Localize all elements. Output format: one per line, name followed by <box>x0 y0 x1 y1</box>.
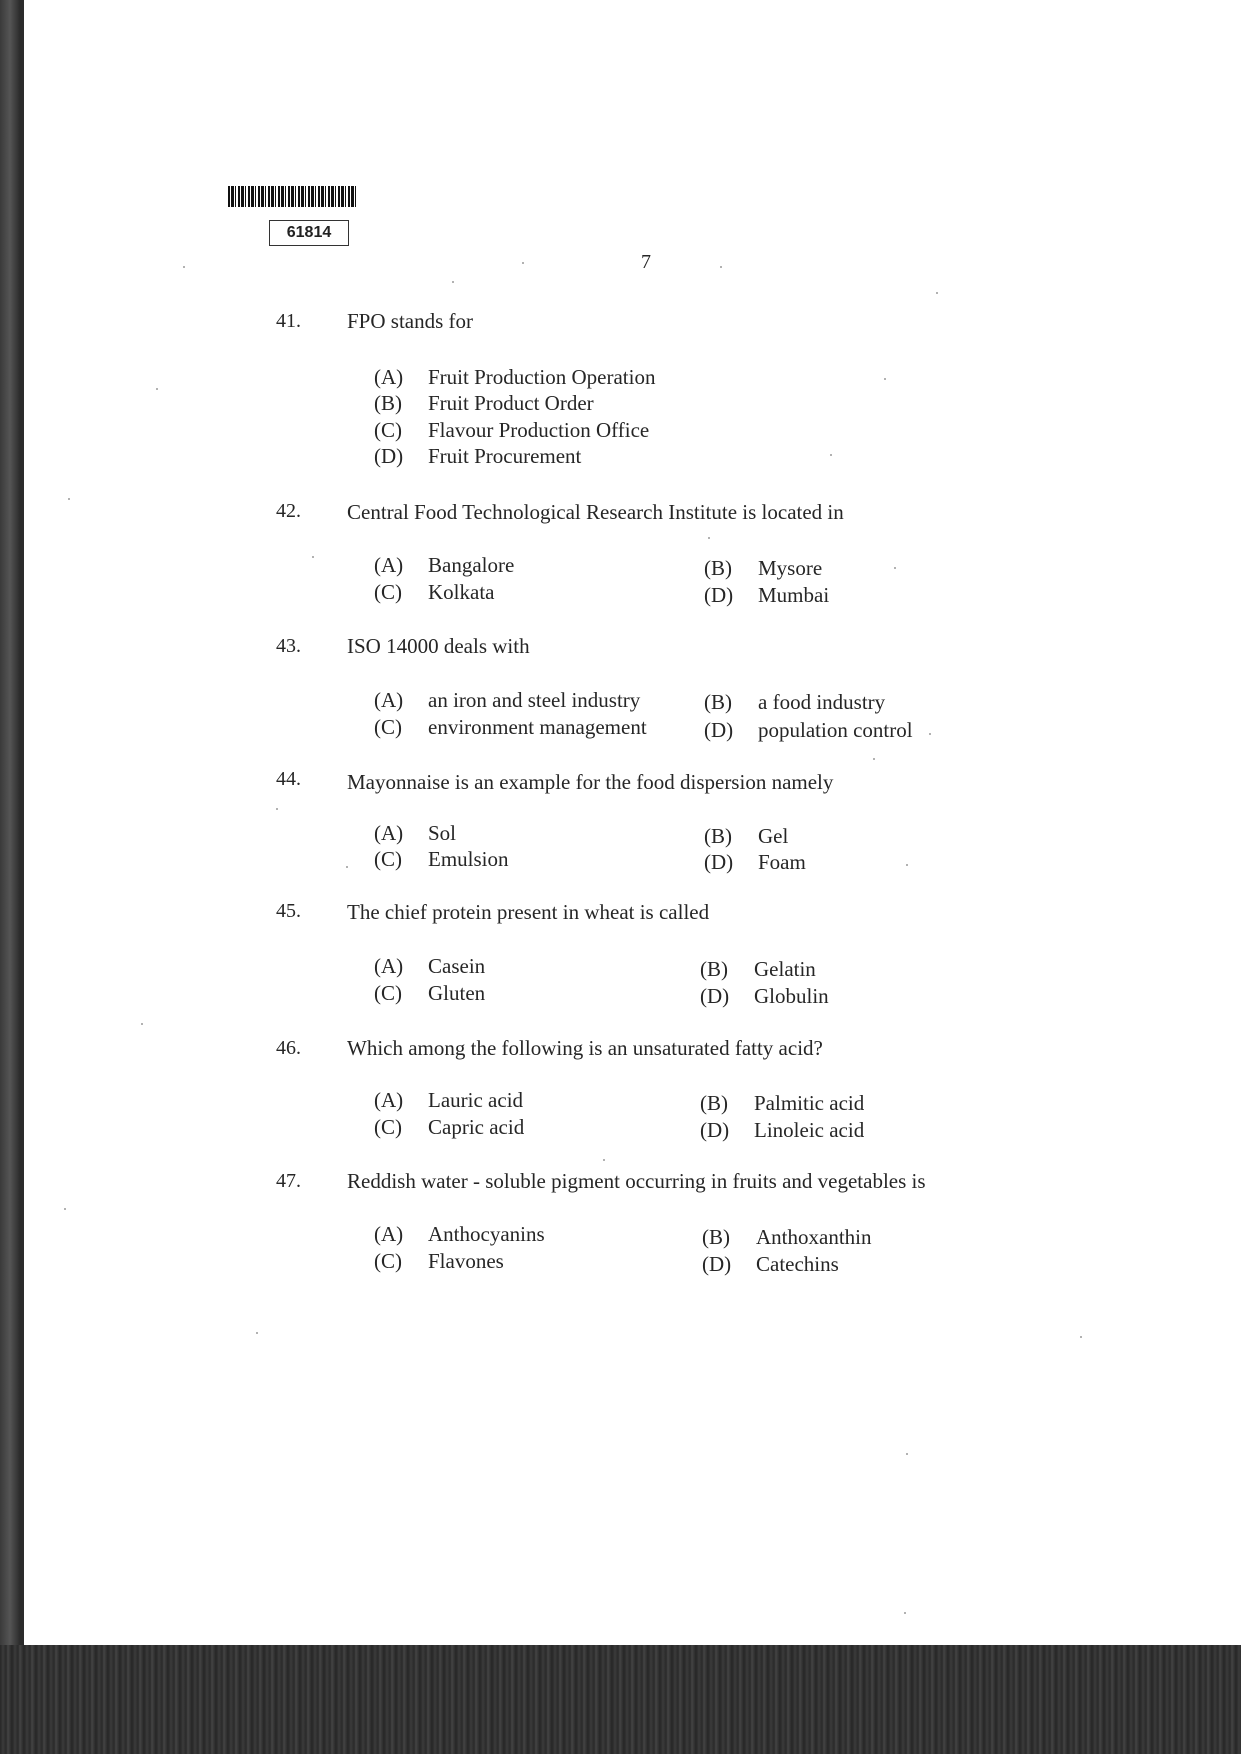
question-text: Mayonnaise is an example for the food dispersion namely <box>347 770 834 794</box>
scanner-bed-strip <box>0 1645 1241 1754</box>
option-label: (C) <box>374 580 402 604</box>
option-text: Kolkata <box>428 580 495 604</box>
page-number: 7 <box>641 251 651 273</box>
option-text: Catechins <box>756 1252 839 1276</box>
option-text: Fruit Procurement <box>428 444 582 468</box>
option-text: Linoleic acid <box>754 1118 865 1142</box>
question-text: The chief protein present in wheat is called <box>347 900 710 924</box>
option <box>374 580 494 605</box>
option <box>702 1252 839 1277</box>
scan-speck <box>603 1159 605 1161</box>
option-label: (C) <box>374 981 402 1005</box>
scan-speck <box>452 281 454 283</box>
option-label: (A) <box>374 365 404 389</box>
option <box>704 556 822 581</box>
option-label: (C) <box>374 1249 402 1273</box>
option-text: Globulin <box>754 984 829 1008</box>
option-label: (D) <box>374 444 404 468</box>
option-label: (D) <box>700 1118 730 1142</box>
option-text: an iron and steel industry <box>428 688 641 712</box>
option <box>374 391 594 416</box>
scan-speck <box>346 866 348 868</box>
option-label: (A) <box>374 821 404 845</box>
exam-page <box>24 0 1241 1645</box>
option-label: (B) <box>702 1225 730 1249</box>
option-text: Flavones <box>428 1249 504 1273</box>
option <box>374 553 514 578</box>
scan-speck <box>312 556 314 558</box>
option <box>700 957 816 982</box>
option <box>704 824 788 849</box>
option-text: Palmitic acid <box>754 1091 865 1115</box>
scan-speck <box>256 1332 258 1334</box>
question-text: Central Food Technological Research Institute is located in <box>347 500 844 524</box>
option <box>374 954 485 979</box>
option-label: (D) <box>704 850 734 874</box>
option-label: (B) <box>704 824 732 848</box>
scan-speck <box>830 454 832 456</box>
option <box>704 850 806 875</box>
question-text: Which among the following is an unsaturated fatty acid? <box>347 1036 823 1060</box>
scan-speck <box>904 1612 906 1614</box>
scan-speck <box>708 537 710 539</box>
option-label: (A) <box>374 688 404 712</box>
option <box>700 1091 864 1116</box>
option <box>700 984 829 1009</box>
option-text: Sol <box>428 821 457 845</box>
option-text: Mysore <box>758 556 823 580</box>
scan-speck <box>906 1453 908 1455</box>
option-label: (C) <box>374 715 402 739</box>
option-label: (B) <box>704 556 732 580</box>
option-text: Mumbai <box>758 583 830 607</box>
option-text: Gelatin <box>754 957 816 981</box>
scan-speck <box>68 498 70 500</box>
option-label: (A) <box>374 1222 404 1246</box>
option-text: Flavour Production Office <box>428 418 650 442</box>
scan-speck <box>720 266 722 268</box>
option-text: Anthocyanins <box>428 1222 545 1246</box>
option-label: (B) <box>700 1091 728 1115</box>
question-number: 46. <box>276 1037 301 1059</box>
question-number: 45. <box>276 900 301 922</box>
option <box>374 688 640 713</box>
option-label: (B) <box>374 391 402 415</box>
scan-speck <box>276 808 278 810</box>
option-label: (A) <box>374 1088 404 1112</box>
option <box>374 418 649 443</box>
option-text: Fruit Production Operation <box>428 365 656 389</box>
option <box>374 981 485 1006</box>
option-label: (A) <box>374 954 404 978</box>
option-label: (D) <box>704 583 734 607</box>
scan-speck <box>1080 1336 1082 1338</box>
question-number: 44. <box>276 768 301 790</box>
option-label: (B) <box>704 690 732 714</box>
scan-speck <box>873 758 875 760</box>
option <box>374 1249 504 1274</box>
scan-speck <box>884 378 886 380</box>
option-text: Fruit Product Order <box>428 391 594 415</box>
question-text: FPO stands for <box>347 309 474 333</box>
scan-speck <box>936 292 938 294</box>
option-text: Gluten <box>428 981 486 1005</box>
option-text: Foam <box>758 850 806 874</box>
option <box>704 583 829 608</box>
scan-speck <box>929 733 931 735</box>
question-text: Reddish water - soluble pigment occurring in fruits and vegetables is <box>347 1169 926 1193</box>
scan-speck <box>894 567 896 569</box>
option-label: (A) <box>374 553 404 577</box>
option-label: (C) <box>374 847 402 871</box>
option-text: environment management <box>428 715 647 739</box>
scan-speck <box>183 266 185 268</box>
paper-code-box: 61814 <box>269 220 349 246</box>
option-label: (C) <box>374 418 402 442</box>
option-label: (D) <box>704 718 734 742</box>
option-text: Casein <box>428 954 486 978</box>
question-number: 41. <box>276 310 301 332</box>
option <box>374 1088 523 1113</box>
scan-speck <box>906 864 908 866</box>
option <box>374 365 655 390</box>
option-text: Anthoxanthin <box>756 1225 872 1249</box>
barcode <box>228 186 358 207</box>
option-text: a food industry <box>758 690 886 714</box>
option-label: (B) <box>700 957 728 981</box>
question-number: 47. <box>276 1170 301 1192</box>
option <box>702 1225 872 1250</box>
option-label: (D) <box>702 1252 732 1276</box>
option <box>374 1222 545 1247</box>
option-label: (D) <box>700 984 730 1008</box>
scan-speck <box>141 1023 143 1025</box>
option <box>704 690 885 715</box>
question-number: 43. <box>276 635 301 657</box>
option <box>704 718 913 743</box>
option-text: Gel <box>758 824 789 848</box>
option-text: Emulsion <box>428 847 509 871</box>
option <box>700 1118 864 1143</box>
question-text: ISO 14000 deals with <box>347 634 530 658</box>
scan-speck <box>64 1208 66 1210</box>
scan-speck <box>156 388 158 390</box>
option <box>374 821 456 846</box>
option-text: population control <box>758 718 913 742</box>
option-text: Bangalore <box>428 553 515 577</box>
option <box>374 847 509 872</box>
option <box>374 1115 524 1140</box>
option-text: Lauric acid <box>428 1088 524 1112</box>
question-number: 42. <box>276 500 301 522</box>
scan-speck <box>522 262 524 264</box>
option <box>374 715 647 740</box>
option <box>374 444 581 469</box>
option-label: (C) <box>374 1115 402 1139</box>
option-text: Capric acid <box>428 1115 525 1139</box>
